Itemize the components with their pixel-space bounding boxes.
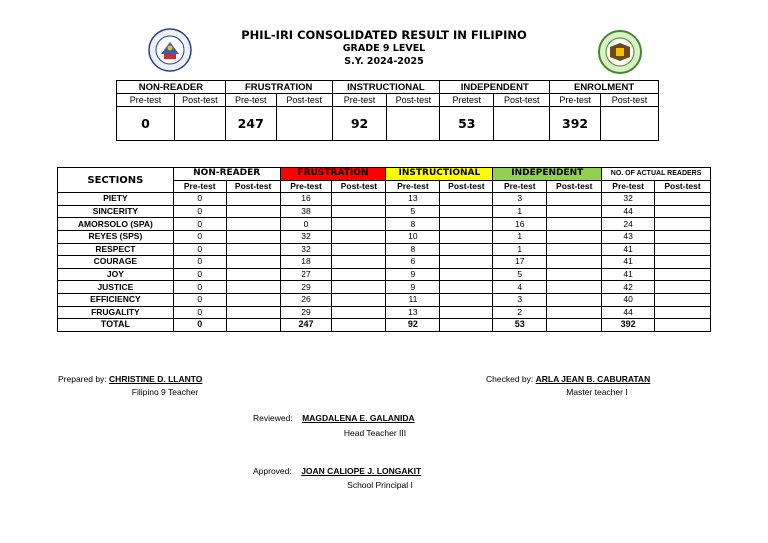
table-cell <box>332 243 386 256</box>
subheader-pre: Pre-test <box>493 180 547 193</box>
table-cell <box>547 218 602 231</box>
summary-header: NON-READER <box>117 81 226 94</box>
table-cell <box>440 218 493 231</box>
table-cell <box>547 281 602 294</box>
subheader-pre: Pre-test <box>173 180 226 193</box>
table-cell <box>332 319 386 332</box>
summary-subheader: Post-test <box>174 94 225 107</box>
table-cell <box>655 256 711 269</box>
table-cell: 3 <box>493 293 547 306</box>
table-cell <box>226 193 280 206</box>
approved-by <box>253 466 421 476</box>
summary-value: 53 <box>440 107 494 141</box>
approved-name: JOAN CALIOPE J. LONGAKIT <box>301 466 422 476</box>
table-cell: 29 <box>280 306 332 319</box>
group-header-instructional: INSTRUCTIONAL <box>386 168 493 181</box>
table-cell: 16 <box>493 218 547 231</box>
summary-value: 0 <box>117 107 175 141</box>
reviewed-by <box>253 413 415 423</box>
table-cell: 13 <box>386 193 440 206</box>
table-cell: 92 <box>386 319 440 332</box>
table-cell <box>547 205 602 218</box>
subheader-post: Post-test <box>332 180 386 193</box>
table-cell: 8 <box>386 218 440 231</box>
table-cell <box>332 306 386 319</box>
summary-subheader: Post-test <box>387 94 440 107</box>
section-name: JOY <box>58 268 174 281</box>
table-cell: 0 <box>173 205 226 218</box>
summary-value <box>494 107 550 141</box>
table-cell <box>226 243 280 256</box>
table-cell: 42 <box>602 281 655 294</box>
table-cell <box>440 281 493 294</box>
table-cell <box>547 319 602 332</box>
summary-value: 392 <box>550 107 601 141</box>
table-cell: 41 <box>602 268 655 281</box>
summary-value: 92 <box>332 107 387 141</box>
table-row <box>58 205 711 218</box>
table-cell: 10 <box>386 230 440 243</box>
subheader-post: Post-test <box>547 180 602 193</box>
table-row <box>58 193 711 206</box>
group-header-independent: INDEPENDENT <box>493 168 602 181</box>
table-cell <box>226 293 280 306</box>
table-cell: 17 <box>493 256 547 269</box>
group-header-frustration: FRUSTRATION <box>280 168 386 181</box>
table-cell <box>332 193 386 206</box>
summary-subheader: Pre-test <box>117 94 175 107</box>
table-cell: 41 <box>602 243 655 256</box>
section-name: PIETY <box>58 193 174 206</box>
reviewed-role: Head Teacher III <box>343 428 407 438</box>
table-cell: 24 <box>602 218 655 231</box>
prepared-name: CHRISTINE D. LLANTO <box>109 374 203 384</box>
summary-value: 247 <box>225 107 276 141</box>
table-cell <box>547 193 602 206</box>
table-cell: 53 <box>493 319 547 332</box>
table-cell <box>655 281 711 294</box>
table-cell: 0 <box>173 281 226 294</box>
summary-header-row <box>117 81 659 94</box>
summary-subheader: Pre-test <box>332 94 387 107</box>
table-cell: 9 <box>386 268 440 281</box>
table-cell: 6 <box>386 256 440 269</box>
table-row <box>58 281 711 294</box>
table-cell: 9 <box>386 281 440 294</box>
table-cell <box>440 293 493 306</box>
table-cell <box>332 205 386 218</box>
grade-level: GRADE 9 LEVEL <box>342 43 426 54</box>
table-cell <box>226 230 280 243</box>
table-cell <box>440 230 493 243</box>
table-cell: 32 <box>602 193 655 206</box>
table-cell: 5 <box>493 268 547 281</box>
table-cell: 29 <box>280 281 332 294</box>
summary-value <box>387 107 440 141</box>
checked-label: Checked by: <box>486 374 534 384</box>
table-cell: 13 <box>386 306 440 319</box>
approved-label: Approved: <box>253 466 292 476</box>
table-cell <box>655 268 711 281</box>
table-cell: 2 <box>493 306 547 319</box>
table-cell <box>332 218 386 231</box>
prepared-role: Filipino 9 Teacher <box>131 387 199 397</box>
subheader-pre: Pre-test <box>386 180 440 193</box>
checked-by <box>486 374 650 384</box>
table-cell: 0 <box>173 230 226 243</box>
section-name: EFFICIENCY <box>58 293 174 306</box>
table-row <box>58 293 711 306</box>
table-cell <box>332 281 386 294</box>
school-year: S.Y. 2024-2025 <box>344 56 424 67</box>
table-cell: 1 <box>493 243 547 256</box>
table-cell <box>547 268 602 281</box>
summary-value <box>174 107 225 141</box>
section-name: AMORSOLO (SPA) <box>58 218 174 231</box>
checked-role: Master teacher I <box>566 387 628 397</box>
table-cell <box>226 205 280 218</box>
table-cell: 16 <box>280 193 332 206</box>
table-cell: 0 <box>173 293 226 306</box>
summary-header: INDEPENDENT <box>440 81 550 94</box>
sections-header: SECTIONS <box>58 168 174 193</box>
table-cell: 1 <box>493 230 547 243</box>
table-cell <box>440 306 493 319</box>
table-cell: 0 <box>173 218 226 231</box>
table-cell: 26 <box>280 293 332 306</box>
table-cell <box>332 256 386 269</box>
table-cell: 11 <box>386 293 440 306</box>
table-cell <box>332 268 386 281</box>
table-cell: 5 <box>386 205 440 218</box>
subheader-pre: Pre-test <box>602 180 655 193</box>
table-cell: 4 <box>493 281 547 294</box>
summary-value <box>601 107 659 141</box>
section-name: TOTAL <box>58 319 174 332</box>
group-header-non-reader: NON-READER <box>173 168 280 181</box>
section-name: FRUGALITY <box>58 306 174 319</box>
summary-header: FRUSTRATION <box>225 81 332 94</box>
table-cell: 392 <box>602 319 655 332</box>
prepared-by <box>58 374 202 384</box>
table-cell <box>226 218 280 231</box>
table-cell <box>226 319 280 332</box>
table-cell <box>655 319 711 332</box>
table-cell <box>440 243 493 256</box>
summary-subheader: Post-test <box>494 94 550 107</box>
table-cell: 0 <box>173 243 226 256</box>
table-cell <box>440 256 493 269</box>
reviewed-label: Reviewed: <box>253 413 293 423</box>
table-cell <box>547 306 602 319</box>
prepared-label: Prepared by: <box>58 374 107 384</box>
table-cell <box>226 256 280 269</box>
total-row <box>58 319 711 332</box>
table-cell <box>226 306 280 319</box>
table-cell <box>332 230 386 243</box>
subheader-post: Post-test <box>226 180 280 193</box>
summary-header: ENROLMENT <box>550 81 659 94</box>
table-cell <box>655 243 711 256</box>
table-cell: 18 <box>280 256 332 269</box>
table-cell <box>547 256 602 269</box>
table-cell: 32 <box>280 230 332 243</box>
table-cell: 0 <box>173 256 226 269</box>
summary-subheader: Post-test <box>601 94 659 107</box>
subheader-post: Post-test <box>440 180 493 193</box>
table-cell: 247 <box>280 319 332 332</box>
table-cell <box>655 218 711 231</box>
table-cell <box>655 293 711 306</box>
section-name: RESPECT <box>58 243 174 256</box>
table-cell: 0 <box>280 218 332 231</box>
detail-group-row <box>58 168 711 181</box>
summary-subheader: Pre-test <box>550 94 601 107</box>
section-name: SINCERITY <box>58 205 174 218</box>
table-row <box>58 243 711 256</box>
table-row <box>58 230 711 243</box>
summary-subheader: Pre-test <box>225 94 276 107</box>
table-cell: 0 <box>173 319 226 332</box>
subheader-post: Post-test <box>655 180 711 193</box>
section-name: JUSTICE <box>58 281 174 294</box>
table-row <box>58 256 711 269</box>
table-cell: 43 <box>602 230 655 243</box>
table-cell: 32 <box>280 243 332 256</box>
table-cell: 38 <box>280 205 332 218</box>
summary-subheader-row <box>117 94 659 107</box>
table-row <box>58 218 711 231</box>
report-title: PHIL-IRI CONSOLIDATED RESULT IN FILIPINO <box>241 28 527 42</box>
summary-value <box>276 107 332 141</box>
table-cell <box>440 268 493 281</box>
table-cell <box>547 230 602 243</box>
table-cell: 0 <box>173 306 226 319</box>
summary-subheader: Post-test <box>276 94 332 107</box>
table-cell <box>655 230 711 243</box>
table-cell: 8 <box>386 243 440 256</box>
table-cell <box>440 205 493 218</box>
sections-table <box>57 167 711 332</box>
table-row <box>58 268 711 281</box>
table-cell: 44 <box>602 306 655 319</box>
table-cell <box>226 281 280 294</box>
table-cell: 40 <box>602 293 655 306</box>
section-name: REYES (SPS) <box>58 230 174 243</box>
reviewed-name: MAGDALENA E. GALANIDA <box>302 413 415 423</box>
checked-name: ARLA JEAN B. CABURATAN <box>535 374 651 384</box>
summary-subheader: Pretest <box>440 94 494 107</box>
table-row <box>58 306 711 319</box>
table-cell <box>655 205 711 218</box>
table-cell <box>547 293 602 306</box>
table-cell: 0 <box>173 193 226 206</box>
section-name: COURAGE <box>58 256 174 269</box>
table-cell: 27 <box>280 268 332 281</box>
summary-header: INSTRUCTIONAL <box>332 81 440 94</box>
summary-table <box>116 80 659 141</box>
table-cell: 44 <box>602 205 655 218</box>
table-cell: 41 <box>602 256 655 269</box>
table-cell <box>655 306 711 319</box>
table-cell <box>547 243 602 256</box>
table-cell: 0 <box>173 268 226 281</box>
table-cell: 1 <box>493 205 547 218</box>
subheader-pre: Pre-test <box>280 180 332 193</box>
approved-role: School Principal I <box>347 480 413 490</box>
table-cell <box>226 268 280 281</box>
table-cell <box>332 293 386 306</box>
summary-value-row <box>117 107 659 141</box>
table-cell <box>440 193 493 206</box>
group-header-actual-readers: NO. OF ACTUAL READERS <box>602 168 711 181</box>
table-cell <box>440 319 493 332</box>
table-cell <box>655 193 711 206</box>
table-cell: 3 <box>493 193 547 206</box>
